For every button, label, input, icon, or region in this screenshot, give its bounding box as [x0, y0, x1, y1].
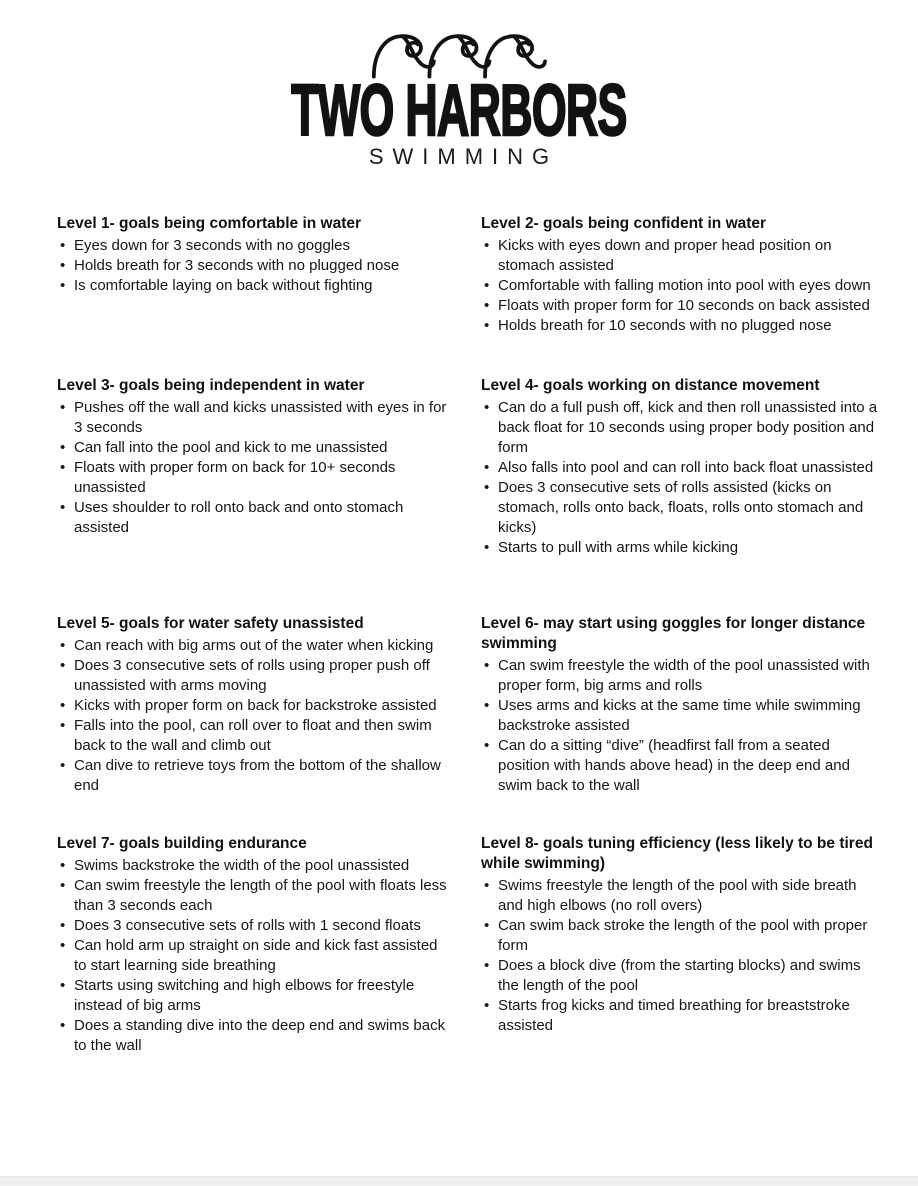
- bullet-item: • Does 3 consecutive sets of rolls using proper push off unassisted with arms moving: [57, 656, 451, 696]
- level-7-section: [57, 834, 451, 1056]
- bullet-item: • Can fall into the pool and kick to me unassisted: [57, 438, 451, 458]
- bullet-item: • Uses arms and kicks at the same time while swimming backstroke assisted: [481, 696, 885, 736]
- bullet-item: • Is comfortable laying on back without fighting: [57, 276, 451, 296]
- level-5-heading: Level 5- goals for water safety unassisted: [57, 615, 364, 632]
- level-6-bullets: [481, 656, 885, 796]
- levels-grid: [0, 214, 918, 1056]
- level-3-heading: Level 3- goals being independent in water: [57, 377, 365, 394]
- bullet-item: • Swims freestyle the length of the pool with side breath and high elbows (no roll overs): [481, 876, 885, 916]
- bullet-item: • Does a standing dive into the deep end and swims back to the wall: [57, 1016, 451, 1056]
- bullet-item: • Does 3 consecutive sets of rolls with 1 second floats: [57, 916, 451, 936]
- level-8-heading: Level 8- goals tuning efficiency (less likely to be tired while swimming): [481, 835, 873, 872]
- bullet-item: • Holds breath for 10 seconds with no plugged nose: [481, 316, 885, 336]
- level-5-bullets: [57, 636, 451, 796]
- bullet-item: • Holds breath for 3 seconds with no plugged nose: [57, 256, 451, 276]
- bullet-item: • Also falls into pool and can roll into back float unassisted: [481, 458, 885, 478]
- level-4-bullets: [481, 398, 885, 558]
- bullet-item: • Can swim freestyle the length of the pool with floats less than 3 seconds each: [57, 876, 451, 916]
- brand-title: TWO HARBORS: [291, 71, 627, 151]
- level-7-bullets: [57, 856, 451, 1056]
- level-1-bullets: [57, 236, 451, 296]
- bullet-item: • Kicks with proper form on back for backstroke assisted: [57, 696, 451, 716]
- level-5-section: [57, 614, 451, 796]
- bullet-item: • Can dive to retrieve toys from the bottom of the shallow end: [57, 756, 451, 796]
- level-1-heading: Level 1- goals being comfortable in water: [57, 215, 362, 232]
- bullet-item: • Starts using switching and high elbows for freestyle instead of big arms: [57, 976, 451, 1016]
- brand-subtitle: SWIMMING: [368, 144, 559, 169]
- level-2-heading: Level 2- goals being confident in water: [481, 215, 767, 232]
- bullet-item: • Kicks with eyes down and proper head position on stomach assisted: [481, 236, 885, 276]
- level-6-section: [481, 614, 885, 796]
- logo: [0, 0, 918, 214]
- bullet-item: • Comfortable with falling motion into pool with eyes down: [481, 276, 885, 296]
- level-4-section: [481, 376, 885, 558]
- level-2-section: [481, 214, 885, 336]
- bullet-item: • Can reach with big arms out of the water when kicking: [57, 636, 451, 656]
- bullet-item: • Can swim freestyle the width of the pool unassisted with proper form, big arms and rolls: [481, 656, 885, 696]
- bullet-item: • Swims backstroke the width of the pool unassisted: [57, 856, 451, 876]
- level-8-bullets: [481, 876, 885, 1036]
- level-7-heading: Level 7- goals building endurance: [57, 835, 307, 852]
- level-1-section: [57, 214, 451, 296]
- page-bottom-edge: [0, 1176, 918, 1186]
- levels-row-3: [57, 614, 885, 796]
- bullet-item: • Uses shoulder to roll onto back and onto stomach assisted: [57, 498, 451, 538]
- bullet-item: • Floats with proper form on back for 10+ seconds unassisted: [57, 458, 451, 498]
- bullet-item: • Can swim back stroke the length of the pool with proper form: [481, 916, 885, 956]
- bullet-item: • Can do a sitting “dive” (headfirst fall from a seated position with hands above head) in the deep end and swim back to the wall: [481, 736, 885, 796]
- levels-row-1: [57, 214, 885, 336]
- level-8-section: [481, 834, 885, 1036]
- level-4-heading: Level 4- goals working on distance movement: [481, 377, 820, 394]
- levels-row-2: [57, 376, 885, 558]
- bullet-item: • Does a block dive (from the starting blocks) and swims the length of the pool: [481, 956, 885, 996]
- bullet-item: • Does 3 consecutive sets of rolls assisted (kicks on stomach, rolls onto back, floats, rolls onto stomach and kicks): [481, 478, 885, 538]
- bullet-item: • Starts frog kicks and timed breathing for breaststroke assisted: [481, 996, 885, 1036]
- bullet-item: • Can do a full push off, kick and then roll unassisted into a back float for 10 seconds using proper body position and form: [481, 398, 885, 458]
- bullet-item: • Floats with proper form for 10 seconds on back assisted: [481, 296, 885, 316]
- level-2-bullets: [481, 236, 885, 336]
- bullet-item: • Starts to pull with arms while kicking: [481, 538, 885, 558]
- level-6-heading: Level 6- may start using goggles for longer distance swimming: [481, 615, 866, 652]
- bullet-item: • Falls into the pool, can roll over to float and then swim back to the wall and climb out: [57, 716, 451, 756]
- bullet-item: • Pushes off the wall and kicks unassisted with eyes in for 3 seconds: [57, 398, 451, 438]
- level-3-section: [57, 376, 451, 538]
- bullet-item: • Eyes down for 3 seconds with no goggles: [57, 236, 451, 256]
- bullet-item: • Can hold arm up straight on side and kick fast assisted to start learning side breathing: [57, 936, 451, 976]
- levels-row-4: [57, 834, 885, 1056]
- level-3-bullets: [57, 398, 451, 538]
